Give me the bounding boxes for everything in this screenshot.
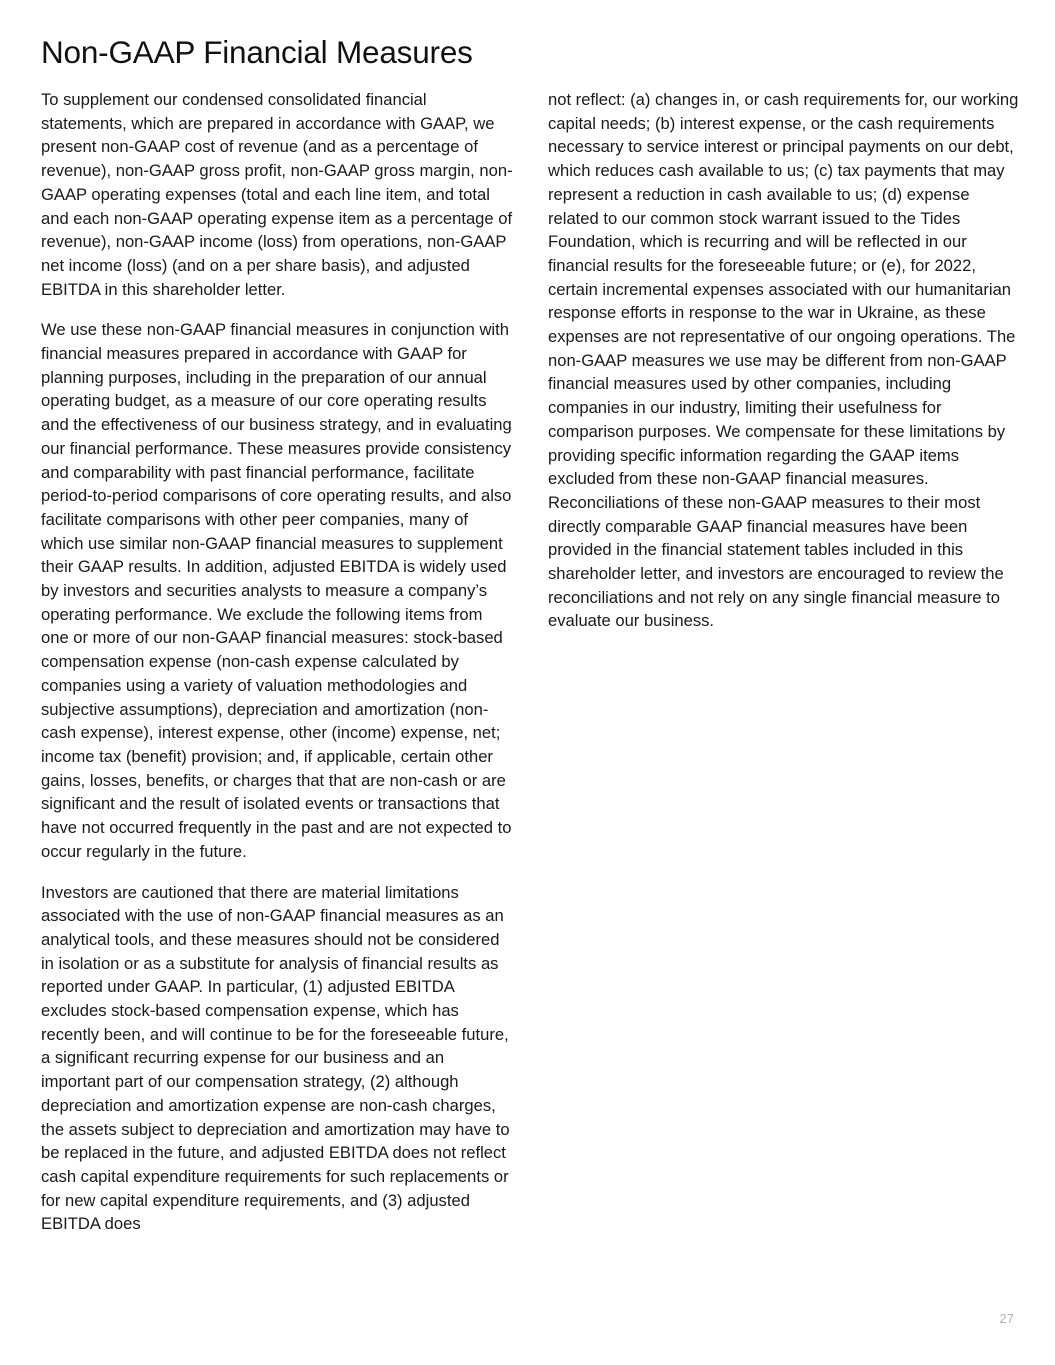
page-title: Non-GAAP Financial Measures bbox=[41, 34, 473, 70]
paragraph-non-gaap-usage: We use these non-GAAP financial measures in conjunction with financial measures prepared in accordance with GAAP for planning purposes, including in the preparation of our annual operating budget, as a measure of our core operating results and the effectiveness of our business strategy, and in evaluating our financial performance. These measures provide consistency and comparability with past financial performance, facilitate period-to-period comparisons of core operating results, and also facilitate comparisons with other peer companies, many of which use similar non-GAAP financial measures to supplement their GAAP results. In addition, adjusted EBITDA is widely used by investors and securities analysts to measure a company’s operating performance. We exclude the following items from one or more of our non-GAAP financial measures: stock-based compensation expense (non-cash expense calculated by companies using a variety of valuation methodologies and subjective assumptions), depreciation and amortization (non-cash expense), interest expense, other (income) expense, net; income tax (benefit) provision; and, if applicable, certain other gains, losses, benefits, or charges that that are non-cash or are significant and the result of isolated events or transactions that have not occurred frequently in the past and are not expected to occur regularly in the future. bbox=[41, 320, 512, 861]
right-column bbox=[548, 88, 1020, 650]
paragraph-non-gaap-intro: To supplement our condensed consolidated financial statements, which are prepared in accordance with GAAP, we present non-GAAP cost of revenue (and as a percentage of revenue), non-GAAP gross profit, non-GAAP gross margin, non-GAAP operating expenses (total and each line item, and total and each non-GAAP operating expense item as a percentage of revenue), non-GAAP income (loss) from operations, non-GAAP net income (loss) (and on a per share basis), and adjusted EBITDA in this shareholder letter. bbox=[41, 90, 513, 299]
left-column bbox=[41, 88, 513, 1253]
paragraph-non-gaap-limitations: Investors are cautioned that there are material limitations associated with the use of non-GAAP financial measures as an analytical tools, and these measures should not be considered in isolation or as a substitute for analysis of financial results as reported under GAAP. In particular, (1) adjusted EBITDA excludes stock-based compensation expense, which has recently been, and will continue to be for the foreseeable future, a significant recurring expense for our business and an important part of our compensation strategy, (2) although depreciation and amortization expense are non-cash charges, the assets subject to depreciation and amortization may have to be replaced in the future, and adjusted EBITDA does not reflect cash capital expenditure requirements for such replacements or for new capital expenditure requirements, and (3) adjusted EBITDA does bbox=[41, 882, 510, 1234]
paragraph-limitations-continued: not reflect: (a) changes in, or cash requirements for, our working capital needs; (b) interest expense, or the cash requirements necessary to service interest or principal payments on our debt, which reduces cash available to us; (c) tax payments that may represent a reduction in cash available to us; (d) expense related to our common stock warrant issued to the Tides Foundation, which is recurring and will be reflected in our financial results for the foreseeable future; or (e), for 2022, certain incremental expenses associated with our humanitarian response efforts in response to the war in Ukraine, as these expenses are not representative of our ongoing operations. The non-GAAP measures we use may be different from non-GAAP financial measures used by other companies, including companies in our industry, limiting their usefulness for comparison purposes. We compensate for these limitations by providing specific information regarding the GAAP items excluded from these non-GAAP financial measures. Reconciliations of these non-GAAP measures to their most directly comparable GAAP financial measures have been provided in the financial statement tables included in this shareholder letter, and investors are encouraged to review the reconciliations and not rely on any single financial measure to evaluate our business. bbox=[548, 90, 1019, 631]
page-number: 27 bbox=[999, 1311, 1014, 1326]
